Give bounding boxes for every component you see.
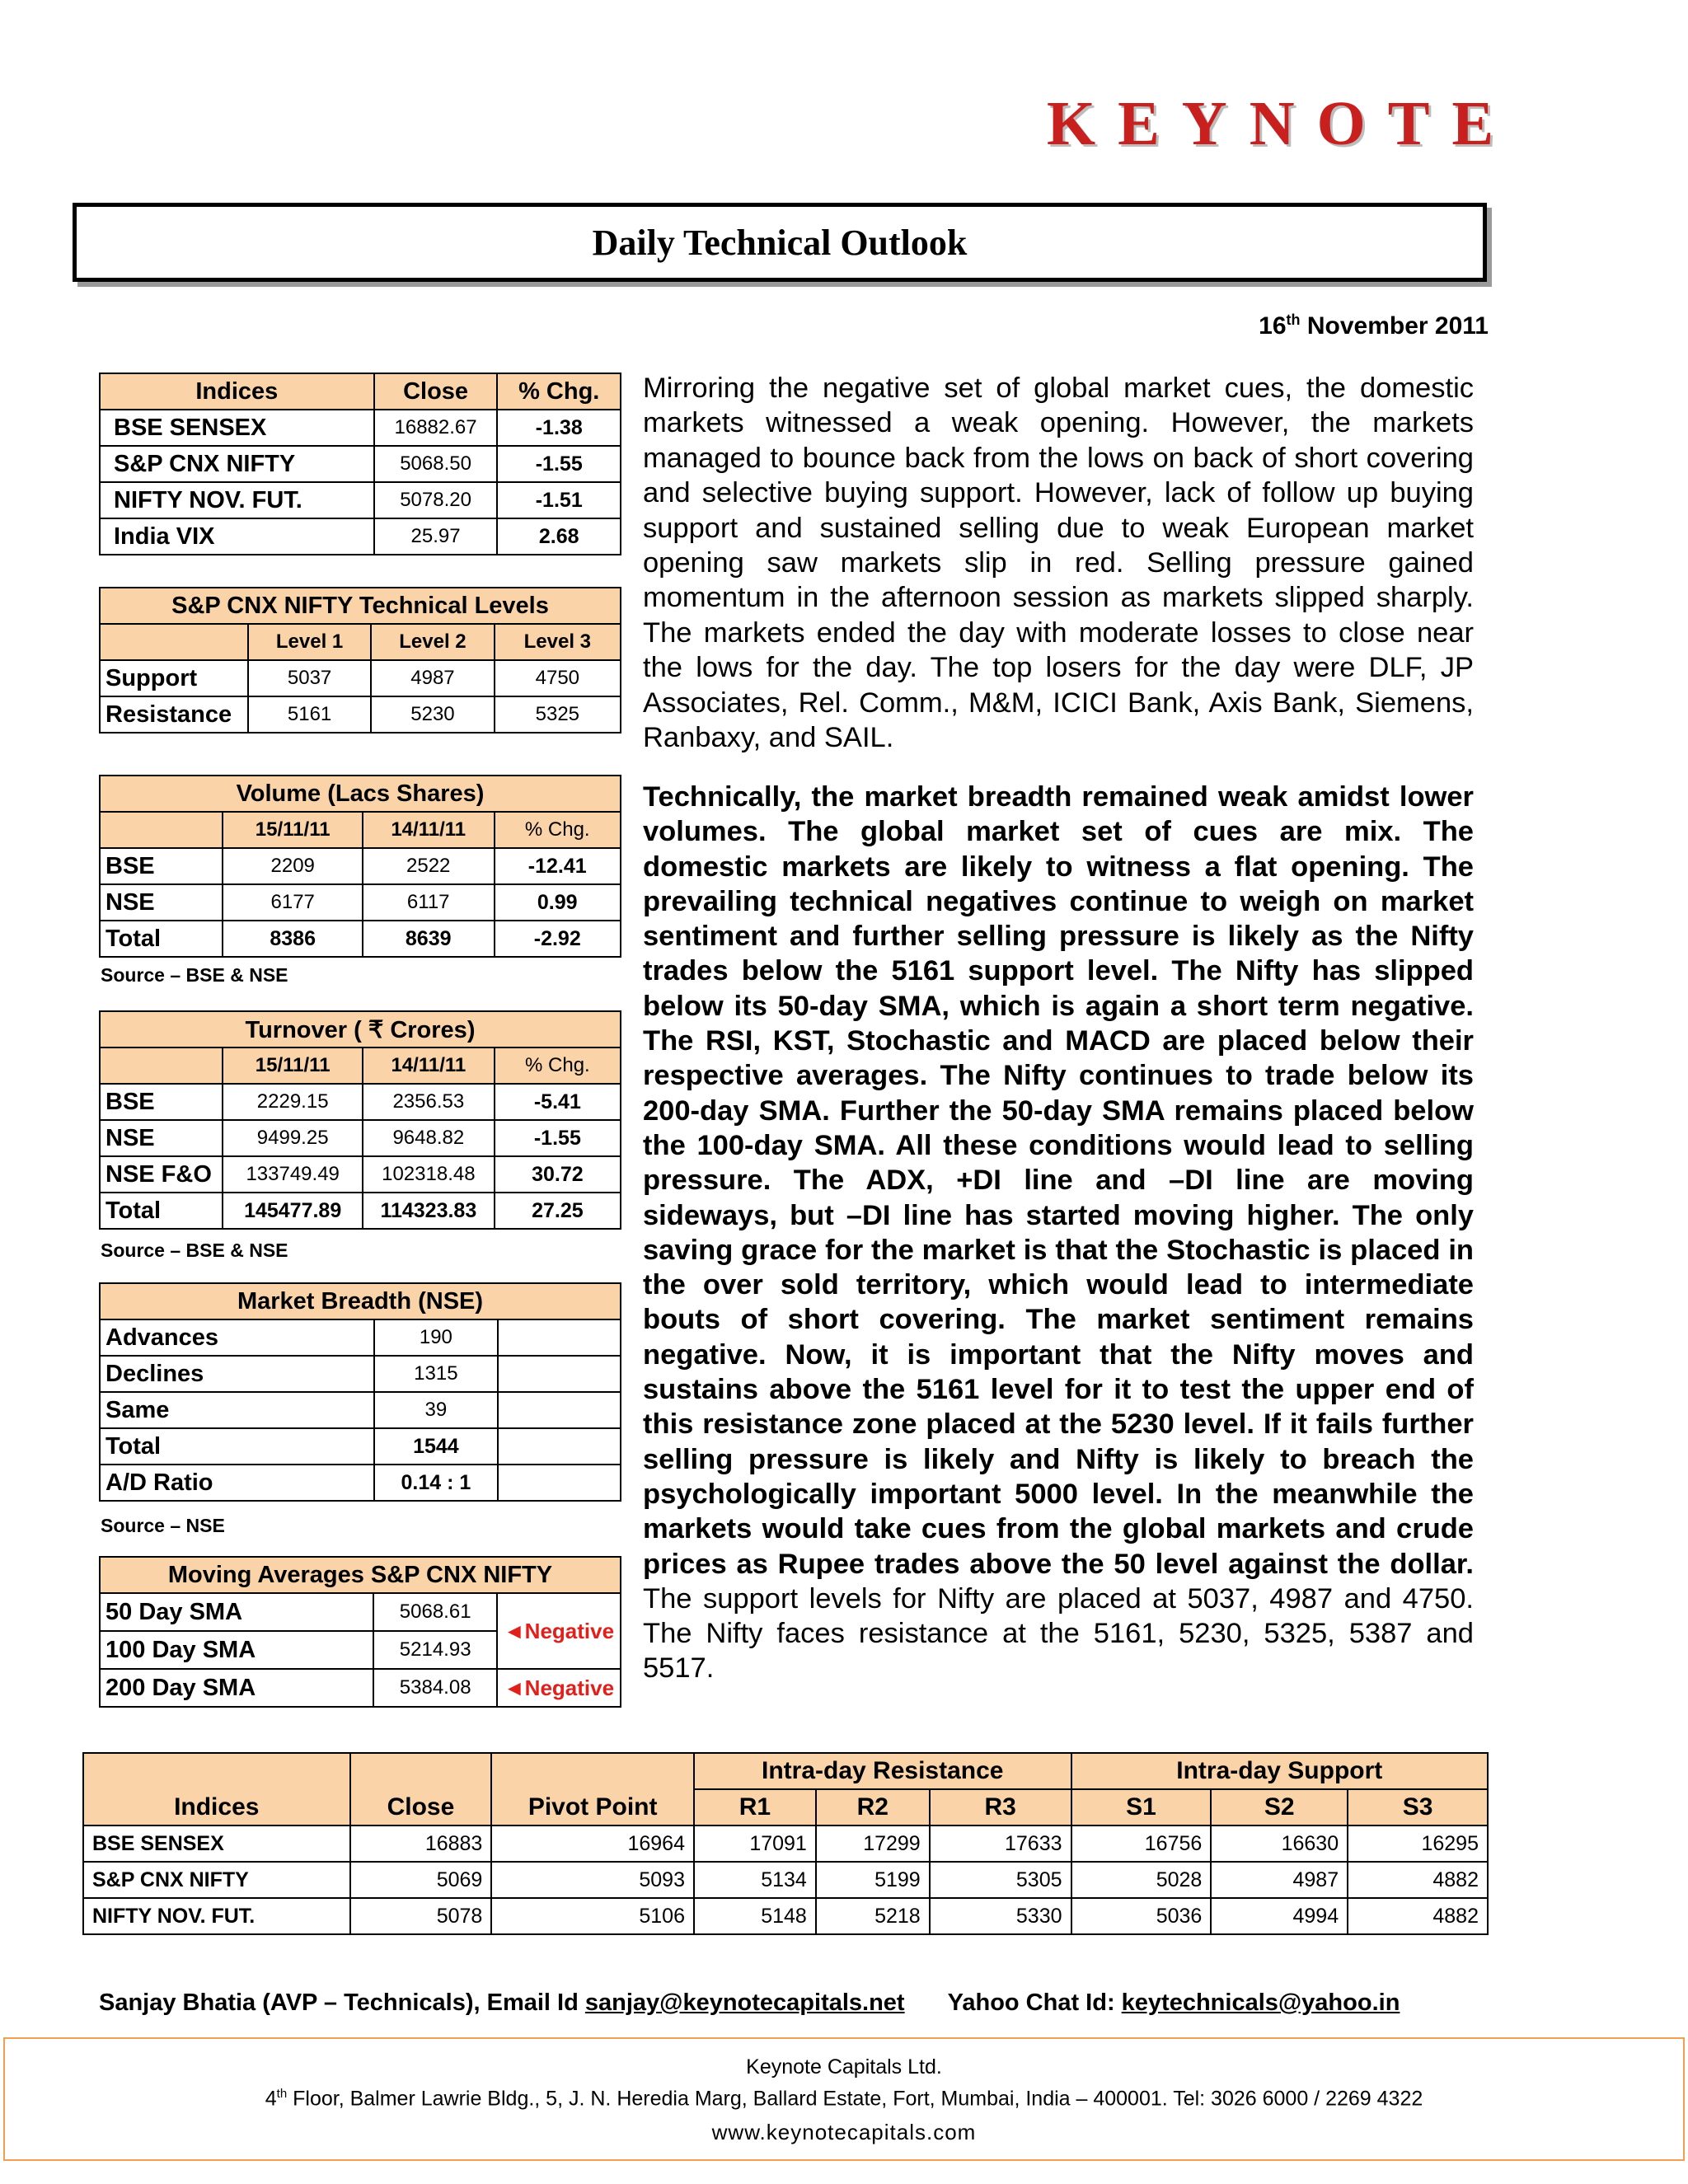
index-chg: -1.38 bbox=[497, 410, 621, 446]
turnover-chg: -1.55 bbox=[495, 1120, 621, 1156]
index-close: 5068.50 bbox=[374, 446, 498, 482]
moving-averages-table bbox=[99, 1556, 621, 1708]
levels-row-label: Resistance bbox=[100, 696, 248, 733]
level-value: 4987 bbox=[371, 660, 494, 696]
table-row bbox=[100, 884, 621, 921]
volume-value: 2522 bbox=[363, 848, 495, 884]
pivot-s3: 4882 bbox=[1348, 1898, 1488, 1934]
turnover-value: 145477.89 bbox=[223, 1193, 363, 1229]
turnover-chg: -5.41 bbox=[495, 1084, 621, 1120]
breadth-label: Same bbox=[100, 1392, 374, 1428]
breadth-label: A/D Ratio bbox=[100, 1465, 374, 1501]
pivot-close: 5069 bbox=[350, 1862, 492, 1898]
level-value: 5325 bbox=[495, 696, 621, 733]
page-title: Daily Technical Outlook bbox=[592, 222, 968, 263]
table-row bbox=[100, 1319, 621, 1356]
turnover-row-label: BSE bbox=[100, 1084, 223, 1120]
table-row bbox=[100, 660, 621, 696]
volume-value: 6177 bbox=[223, 884, 362, 921]
volume-value: 6117 bbox=[363, 884, 495, 921]
footer-website-link[interactable]: www.keynotecapitals.com bbox=[711, 2120, 977, 2144]
footer-address bbox=[0, 2087, 1688, 2111]
pivot-r3: 5305 bbox=[930, 1862, 1071, 1898]
turnover-row-label: NSE bbox=[100, 1120, 223, 1156]
turnover-header-blank bbox=[100, 1047, 223, 1084]
pivot-s1: 16756 bbox=[1071, 1825, 1212, 1862]
index-name: NIFTY NOV. FUT. bbox=[100, 482, 374, 518]
levels-header-3: Level 3 bbox=[495, 624, 621, 660]
date-suffix: th bbox=[1286, 312, 1301, 328]
contact-line bbox=[99, 1990, 1492, 2017]
footer-address-number: 4 bbox=[265, 2087, 277, 2111]
levels-header-2: Level 2 bbox=[371, 624, 494, 660]
pivot-header-indices: Indices bbox=[83, 1753, 350, 1825]
pivot-close: 16883 bbox=[350, 1825, 492, 1862]
volume-header-blank bbox=[100, 812, 223, 848]
table-row bbox=[100, 848, 621, 884]
sma-value: 5068.61 bbox=[373, 1593, 497, 1631]
keynote-logo: KEYNOTE bbox=[1047, 89, 1517, 158]
sma-title: Moving Averages S&P CNX NIFTY bbox=[100, 1557, 621, 1593]
turnover-source: Source – BSE & NSE bbox=[101, 1240, 288, 1261]
volume-chg: 0.99 bbox=[495, 884, 621, 921]
volume-row-label: NSE bbox=[100, 884, 223, 921]
pivot-r2: 5218 bbox=[816, 1898, 930, 1934]
pivot-r1: 5148 bbox=[694, 1898, 816, 1934]
report-date bbox=[1055, 312, 1489, 340]
turnover-value: 2356.53 bbox=[363, 1084, 495, 1120]
table-row bbox=[100, 1428, 621, 1465]
table-row bbox=[100, 1120, 621, 1156]
levels-header-1: Level 1 bbox=[248, 624, 371, 660]
pivot-header-pivot: Pivot Point bbox=[491, 1753, 694, 1825]
breadth-value: 190 bbox=[374, 1319, 498, 1356]
pivot-header-close: Close bbox=[350, 1753, 492, 1825]
breadth-value: 1315 bbox=[374, 1356, 498, 1392]
index-chg: 2.68 bbox=[497, 518, 621, 555]
turnover-value: 114323.83 bbox=[363, 1193, 495, 1229]
pivot-header-r2: R2 bbox=[816, 1789, 930, 1825]
table-row bbox=[100, 482, 621, 518]
table-row bbox=[100, 1084, 621, 1120]
turnover-row-label: Total bbox=[100, 1193, 223, 1229]
pivot-index: NIFTY NOV. FUT. bbox=[83, 1898, 350, 1934]
commentary-paragraph-1: Mirroring the negative set of global market cues, the domestic markets witnessed a weak opening. However, the markets managed to bounce back from the lows on back of short covering and selective buying support. However, lack of follow up buying support and sustained selling due to weak European market opening saw markets slip in red. Selling pressure gained momentum in the afternoon session as markets slipped sharply. The markets ended the day with moderate losses to close near the lows for the day. The top losers for the day were DLF, JP Associates, Rel. Comm., M&M, ICICI Bank, Axis Bank, Siemens, Ranbaxy, and SAIL. bbox=[643, 373, 1474, 754]
turnover-value: 2229.15 bbox=[223, 1084, 363, 1120]
sma-negative-badge: ◄Negative bbox=[497, 1669, 621, 1707]
level-value: 4750 bbox=[495, 660, 621, 696]
volume-table bbox=[99, 775, 621, 958]
date-day: 16 bbox=[1259, 312, 1287, 340]
commentary-regular-text: The support levels for Nifty are placed at 5037, 4987 and 4750. The Nifty faces resistance at the 5161, 5230, 5325, 5387 and 5517. bbox=[643, 1582, 1474, 1685]
breadth-label: Total bbox=[100, 1428, 374, 1465]
breadth-empty bbox=[498, 1428, 621, 1465]
sma-label: 100 Day SMA bbox=[100, 1631, 373, 1669]
pivot-r3: 17633 bbox=[930, 1825, 1071, 1862]
turnover-row-label: NSE F&O bbox=[100, 1156, 223, 1193]
table-row bbox=[100, 446, 621, 482]
table-row bbox=[100, 518, 621, 555]
contact-name: Sanjay Bhatia (AVP – Technicals), Email Id bbox=[99, 1990, 585, 2016]
indices-table bbox=[99, 373, 621, 555]
table-row bbox=[100, 410, 621, 446]
table-row bbox=[100, 1193, 621, 1229]
level-value: 5230 bbox=[371, 696, 494, 733]
table-row bbox=[100, 921, 621, 957]
index-name: S&P CNX NIFTY bbox=[100, 446, 374, 482]
index-close: 5078.20 bbox=[374, 482, 498, 518]
volume-value: 8386 bbox=[223, 921, 362, 957]
level-value: 5161 bbox=[248, 696, 371, 733]
sma-value: 5384.08 bbox=[373, 1669, 497, 1707]
turnover-value: 9648.82 bbox=[363, 1120, 495, 1156]
pivot-r2: 5199 bbox=[816, 1862, 930, 1898]
pivot-s1: 5028 bbox=[1071, 1862, 1212, 1898]
pivot-header-s2: S2 bbox=[1211, 1789, 1348, 1825]
volume-row-label: Total bbox=[100, 921, 223, 957]
table-row bbox=[100, 696, 621, 733]
pivot-close: 5078 bbox=[350, 1898, 492, 1934]
table-row bbox=[83, 1825, 1488, 1862]
index-chg: -1.55 bbox=[497, 446, 621, 482]
pivot-point: 16964 bbox=[491, 1825, 694, 1862]
volume-header-chg: % Chg. bbox=[495, 812, 621, 848]
table-row bbox=[100, 1356, 621, 1392]
pivot-header-r1: R1 bbox=[694, 1789, 816, 1825]
pivot-header-r3: R3 bbox=[930, 1789, 1071, 1825]
footer-address-suffix: th bbox=[276, 2087, 288, 2101]
sma-label: 200 Day SMA bbox=[100, 1669, 373, 1707]
index-name: BSE SENSEX bbox=[100, 410, 374, 446]
pivot-header-s3: S3 bbox=[1348, 1789, 1488, 1825]
pivot-r1: 17091 bbox=[694, 1825, 816, 1862]
pivot-header-support-group: Intra-day Support bbox=[1071, 1753, 1488, 1789]
indices-header-chg: % Chg. bbox=[497, 373, 621, 410]
turnover-chg: 30.72 bbox=[495, 1156, 621, 1193]
breadth-value: 0.14 : 1 bbox=[374, 1465, 498, 1501]
volume-header-date1: 15/11/11 bbox=[223, 812, 362, 848]
volume-value: 8639 bbox=[363, 921, 495, 957]
volume-source: Source – BSE & NSE bbox=[101, 964, 288, 986]
turnover-value: 133749.49 bbox=[223, 1156, 363, 1193]
market-breadth-table bbox=[99, 1282, 621, 1502]
contact-email-link[interactable]: sanjay@keynotecapitals.net bbox=[584, 1990, 905, 2016]
volume-value: 2209 bbox=[223, 848, 362, 884]
table-row bbox=[100, 1593, 621, 1631]
footer-address-text: Floor, Balmer Lawrie Bldg., 5, J. N. Heredia Marg, Ballard Estate, Fort, Mumbai, India – 400001. Tel: 3026 6000 / 2269 4322 bbox=[287, 2087, 1423, 2111]
commentary-paragraph-2 bbox=[643, 780, 1474, 1686]
volume-chg: -12.41 bbox=[495, 848, 621, 884]
title-box bbox=[73, 203, 1487, 282]
turnover-chg: 27.25 bbox=[495, 1193, 621, 1229]
table-row bbox=[83, 1862, 1488, 1898]
turnover-header-date2: 14/11/11 bbox=[363, 1047, 495, 1084]
volume-header-date2: 14/11/11 bbox=[363, 812, 495, 848]
pivot-s2: 4987 bbox=[1211, 1862, 1348, 1898]
breadth-value: 1544 bbox=[374, 1428, 498, 1465]
breadth-empty bbox=[498, 1319, 621, 1356]
pivot-index: BSE SENSEX bbox=[83, 1825, 350, 1862]
pivot-r2: 17299 bbox=[816, 1825, 930, 1862]
indices-header-close: Close bbox=[374, 373, 498, 410]
indices-header-index: Indices bbox=[100, 373, 374, 410]
table-row bbox=[100, 1669, 621, 1707]
pivot-s3: 4882 bbox=[1348, 1862, 1488, 1898]
contact-chat-link[interactable]: keytechnicals@yahoo.in bbox=[1121, 1990, 1400, 2016]
pivot-index: S&P CNX NIFTY bbox=[83, 1862, 350, 1898]
breadth-label: Advances bbox=[100, 1319, 374, 1356]
sma-value: 5214.93 bbox=[373, 1631, 497, 1669]
turnover-table bbox=[99, 1010, 621, 1230]
turnover-value: 9499.25 bbox=[223, 1120, 363, 1156]
volume-row-label: BSE bbox=[100, 848, 223, 884]
table-row bbox=[100, 1465, 621, 1501]
volume-title: Volume (Lacs Shares) bbox=[100, 776, 621, 812]
index-name: India VIX bbox=[100, 518, 374, 555]
sma-negative-badge: ◄Negative bbox=[497, 1593, 621, 1669]
date-rest: November 2011 bbox=[1300, 312, 1489, 340]
levels-row-label: Support bbox=[100, 660, 248, 696]
turnover-title: Turnover ( ₹ Crores) bbox=[100, 1011, 621, 1047]
breadth-label: Declines bbox=[100, 1356, 374, 1392]
level-value: 5037 bbox=[248, 660, 371, 696]
pivot-point: 5106 bbox=[491, 1898, 694, 1934]
turnover-header-date1: 15/11/11 bbox=[223, 1047, 363, 1084]
footer-company: Keynote Capitals Ltd. bbox=[746, 2055, 942, 2079]
index-close: 16882.67 bbox=[374, 410, 498, 446]
pivot-table bbox=[82, 1752, 1489, 1935]
commentary-bold-text: Technically, the market breadth remained weak amidst lower volumes. The global market set of cues are mix. The domestic markets are likely to witness a flat opening. The prevailing technical negatives continue to weigh on market sentiment and further selling pressure is likely as the Nifty trades below the 5161 support level. The Nifty has slipped below its 50-day SMA, which is again a short term negative. The RSI, KST, Stochastic and MACD are placed below their respective averages. The Nifty continues to trade below its 200-day SMA. Further the 50-day SMA remains placed below the 100-day SMA. All these conditions would lead to selling pressure. The ADX, +DI line and –DI line are moving sideways, but –DI line has started moving higher. The only saving grace for the market is that the Stochastic is placed in the over sold territory, which would lead to intermediate bouts of short covering. The market sentiment remains negative. Now, it is important that the Nifty moves and sustains above the 5161 level for it to test the upper end of this resistance zone placed at the 5230 level. If it fails further selling pressure is likely and Nifty is likely to breach the psychologically important 5000 level. In the meanwhile the markets would take cues from the global markets and crude prices as Rupee trades above the 50 level against the dollar. bbox=[643, 781, 1474, 1580]
pivot-s2: 4994 bbox=[1211, 1898, 1348, 1934]
index-chg: -1.51 bbox=[497, 482, 621, 518]
table-row bbox=[83, 1898, 1488, 1934]
pivot-point: 5093 bbox=[491, 1862, 694, 1898]
breadth-empty bbox=[498, 1356, 621, 1392]
breadth-empty bbox=[498, 1465, 621, 1501]
pivot-header-s1: S1 bbox=[1071, 1789, 1212, 1825]
pivot-r1: 5134 bbox=[694, 1862, 816, 1898]
breadth-source: Source – NSE bbox=[101, 1515, 225, 1536]
sma-label: 50 Day SMA bbox=[100, 1593, 373, 1631]
turnover-value: 102318.48 bbox=[363, 1156, 495, 1193]
breadth-title: Market Breadth (NSE) bbox=[100, 1283, 621, 1319]
pivot-s2: 16630 bbox=[1211, 1825, 1348, 1862]
table-row bbox=[100, 1392, 621, 1428]
breadth-empty bbox=[498, 1392, 621, 1428]
table-row bbox=[100, 1156, 621, 1193]
pivot-r3: 5330 bbox=[930, 1898, 1071, 1934]
contact-chat-label: Yahoo Chat Id: bbox=[947, 1990, 1122, 2016]
pivot-header-resistance-group: Intra-day Resistance bbox=[694, 1753, 1071, 1789]
levels-header-blank bbox=[100, 624, 248, 660]
breadth-value: 39 bbox=[374, 1392, 498, 1428]
levels-title: S&P CNX NIFTY Technical Levels bbox=[100, 588, 621, 624]
volume-chg: -2.92 bbox=[495, 921, 621, 957]
index-close: 25.97 bbox=[374, 518, 498, 555]
turnover-header-chg: % Chg. bbox=[495, 1047, 621, 1084]
technical-levels-table bbox=[99, 587, 621, 733]
pivot-s3: 16295 bbox=[1348, 1825, 1488, 1862]
pivot-s1: 5036 bbox=[1071, 1898, 1212, 1934]
